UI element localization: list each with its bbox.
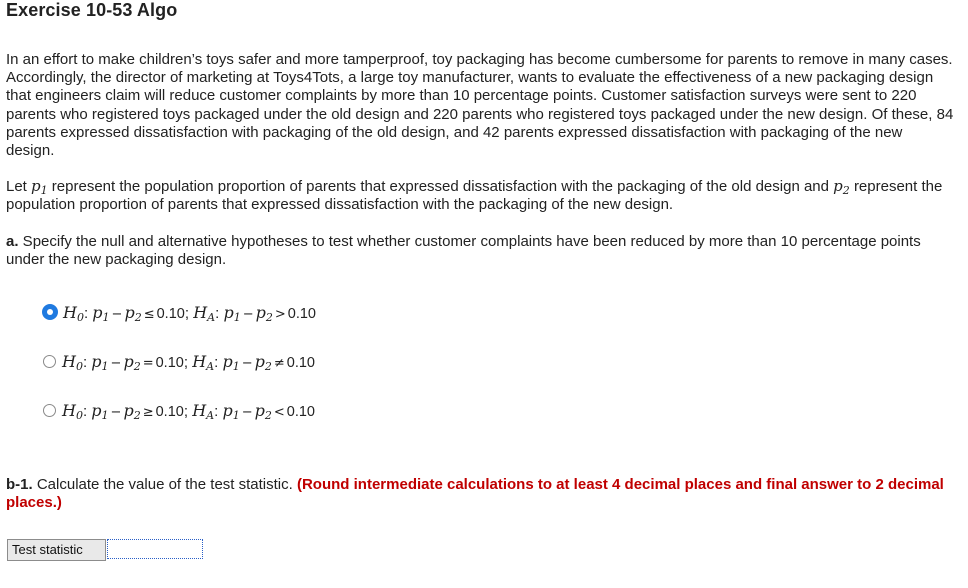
part-a-question (6, 233, 954, 269)
test-statistic-label: Test statistic (7, 539, 106, 561)
rounding-instruction: (Round intermediate calculations to at least 4 decimal places and final answer to 2 decimal places.) (6, 476, 944, 512)
part-a-label: a. (6, 233, 19, 250)
variable-definition (6, 177, 954, 214)
problem-statement: In an effort to make children’s toys safer and more tamperproof, toy packaging has become cumbersome for parents to remove in many cases. Accordingly, the director of marketing at Toys4Tots, a large toy manufacturer, wants to evaluate the effectiveness of a new packaging design that engineers claim will reduce customer complaints by more than 10 percentage points. Customer satisfaction surveys were sent to 220 parents who registered toys packaged under the old design and 220 parents who registered toys packaged under the new design. Of these, 84 parents expressed dissatisfaction with packaging of the old design, and 42 parents expressed dissatisfaction with packaging of the new design. (6, 51, 954, 160)
let-middle: represent the population proportion of parents that expressed dissatisfaction with the packaging of the old design and (47, 178, 834, 195)
hypothesis-text: $H_0$: $p_1 - p_2 \le 0.10$; $H_A$: $p_1 - p_2 > 0.10$ (63, 302, 316, 324)
part-b1-label: b-1. (6, 476, 33, 493)
radio-unselected-icon[interactable] (43, 355, 56, 368)
let-prefix: Let (6, 178, 32, 195)
hypothesis-option-2[interactable] (42, 350, 315, 372)
hypothesis-option-3[interactable] (42, 399, 315, 421)
p2-symbol: $p_2$ (833, 177, 850, 197)
hypothesis-text: $H_0$: $p_1 - p_2 = 0.10$; $H_A$: $p_1 - p_2 \ne 0.10$ (62, 351, 315, 373)
part-a-text: Specify the null and alternative hypotheses to test whether customer complaints have been reduced by more than 10 percentage points under the new packaging design. (6, 233, 921, 269)
test-statistic-input[interactable] (107, 539, 203, 559)
hypothesis-option-1[interactable] (42, 301, 316, 323)
radio-unselected-icon[interactable] (43, 404, 56, 417)
exercise-title: Exercise 10-53 Algo (6, 0, 178, 20)
hypothesis-text: $H_0$: $p_1 - p_2 \ge 0.10$; $H_A$: $p_1 - p_2 < 0.10$ (62, 400, 315, 422)
test-statistic-row (7, 539, 203, 561)
radio-selected-icon[interactable] (42, 304, 58, 320)
part-b1-text: Calculate the value of the test statistic. (32, 476, 297, 493)
part-b1-question (6, 476, 954, 512)
let-suffix: represent the population proportion of parents that expressed dissatisfaction with the packaging of the new design. (6, 178, 943, 214)
p1-symbol: $p_1$ (31, 177, 48, 197)
